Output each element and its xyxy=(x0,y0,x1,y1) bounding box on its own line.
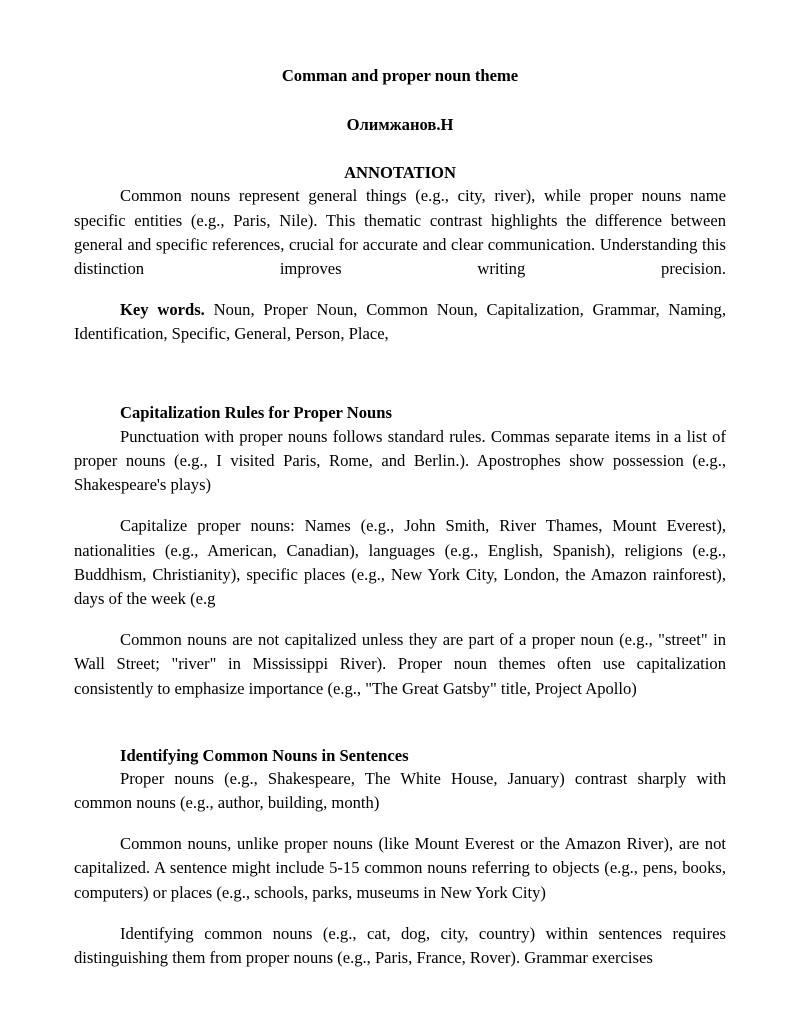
section-heading-identifying: Identifying Common Nouns in Sentences xyxy=(120,745,409,765)
annotation-heading: ANNOTATION xyxy=(344,163,456,183)
section2-paragraph: Identifying common nouns (e.g., cat, dog, city, country) within sentences requires distinguishing them from proper nouns (e.g., Paris, France, Rover). Grammar exercises xyxy=(74,923,726,968)
section2-paragraph: Proper nouns (e.g., Shakespeare, The White House, January) contrast sharply with common nouns (e.g., author, building, month) xyxy=(74,768,726,813)
section1-paragraph: Capitalize proper nouns: Names (e.g., John Smith, River Thames, Mount Everest), nationalities (e.g., American, Canadian), languages (e.g., English, Spanish), religions (e.g., Buddhism, Christianity), specific places (e.g., New York City, London, the Amazon rainforest), days of the week (e.g xyxy=(74,516,726,609)
section-heading-capitalization: Capitalization Rules for Proper Nouns xyxy=(120,402,392,422)
document-page xyxy=(74,62,726,970)
author-name: Олимжанов.Н xyxy=(346,115,454,135)
annotation-paragraph: Common nouns represent general things (e.g., city, river), while proper nouns name specific entities (e.g., Paris, Nile). This thematic contrast highlights the difference between general and specific references, crucial for accurate and clear communication. Understanding this distinction improves writing precision. xyxy=(74,186,726,279)
section2-paragraph: Common nouns, unlike proper nouns (like Mount Everest or the Amazon River), are not capitalized. A sentence might include 5-15 common nouns referring to objects (e.g., pens, books, computers) or places (e.g., schools, parks, museums in New York City) xyxy=(74,834,726,902)
keywords-list: Noun, Proper Noun, Common Noun, Capitalization, Grammar, Naming, Identification, Specific, General, Person, Place, xyxy=(74,300,726,344)
section1-paragraph: Punctuation with proper nouns follows standard rules. Commas separate items in a list of proper nouns (e.g., I visited Paris, Rome, and Berlin.). Apostrophes show possession (e.g., Shakespeare's plays) xyxy=(74,426,726,495)
keywords-paragraph xyxy=(74,298,726,346)
section1-paragraph: Common nouns are not capitalized unless they are part of a proper noun (e.g., "street" in Wall Street; "river" in Mississippi River). Proper noun themes often use capitalization consistently to emphasize importance (e.g., "The Great Gatsby" title, Project Apollo) xyxy=(74,630,726,698)
document-title: Comman and proper noun theme xyxy=(281,66,519,85)
keywords-label: Key words. xyxy=(120,300,205,320)
